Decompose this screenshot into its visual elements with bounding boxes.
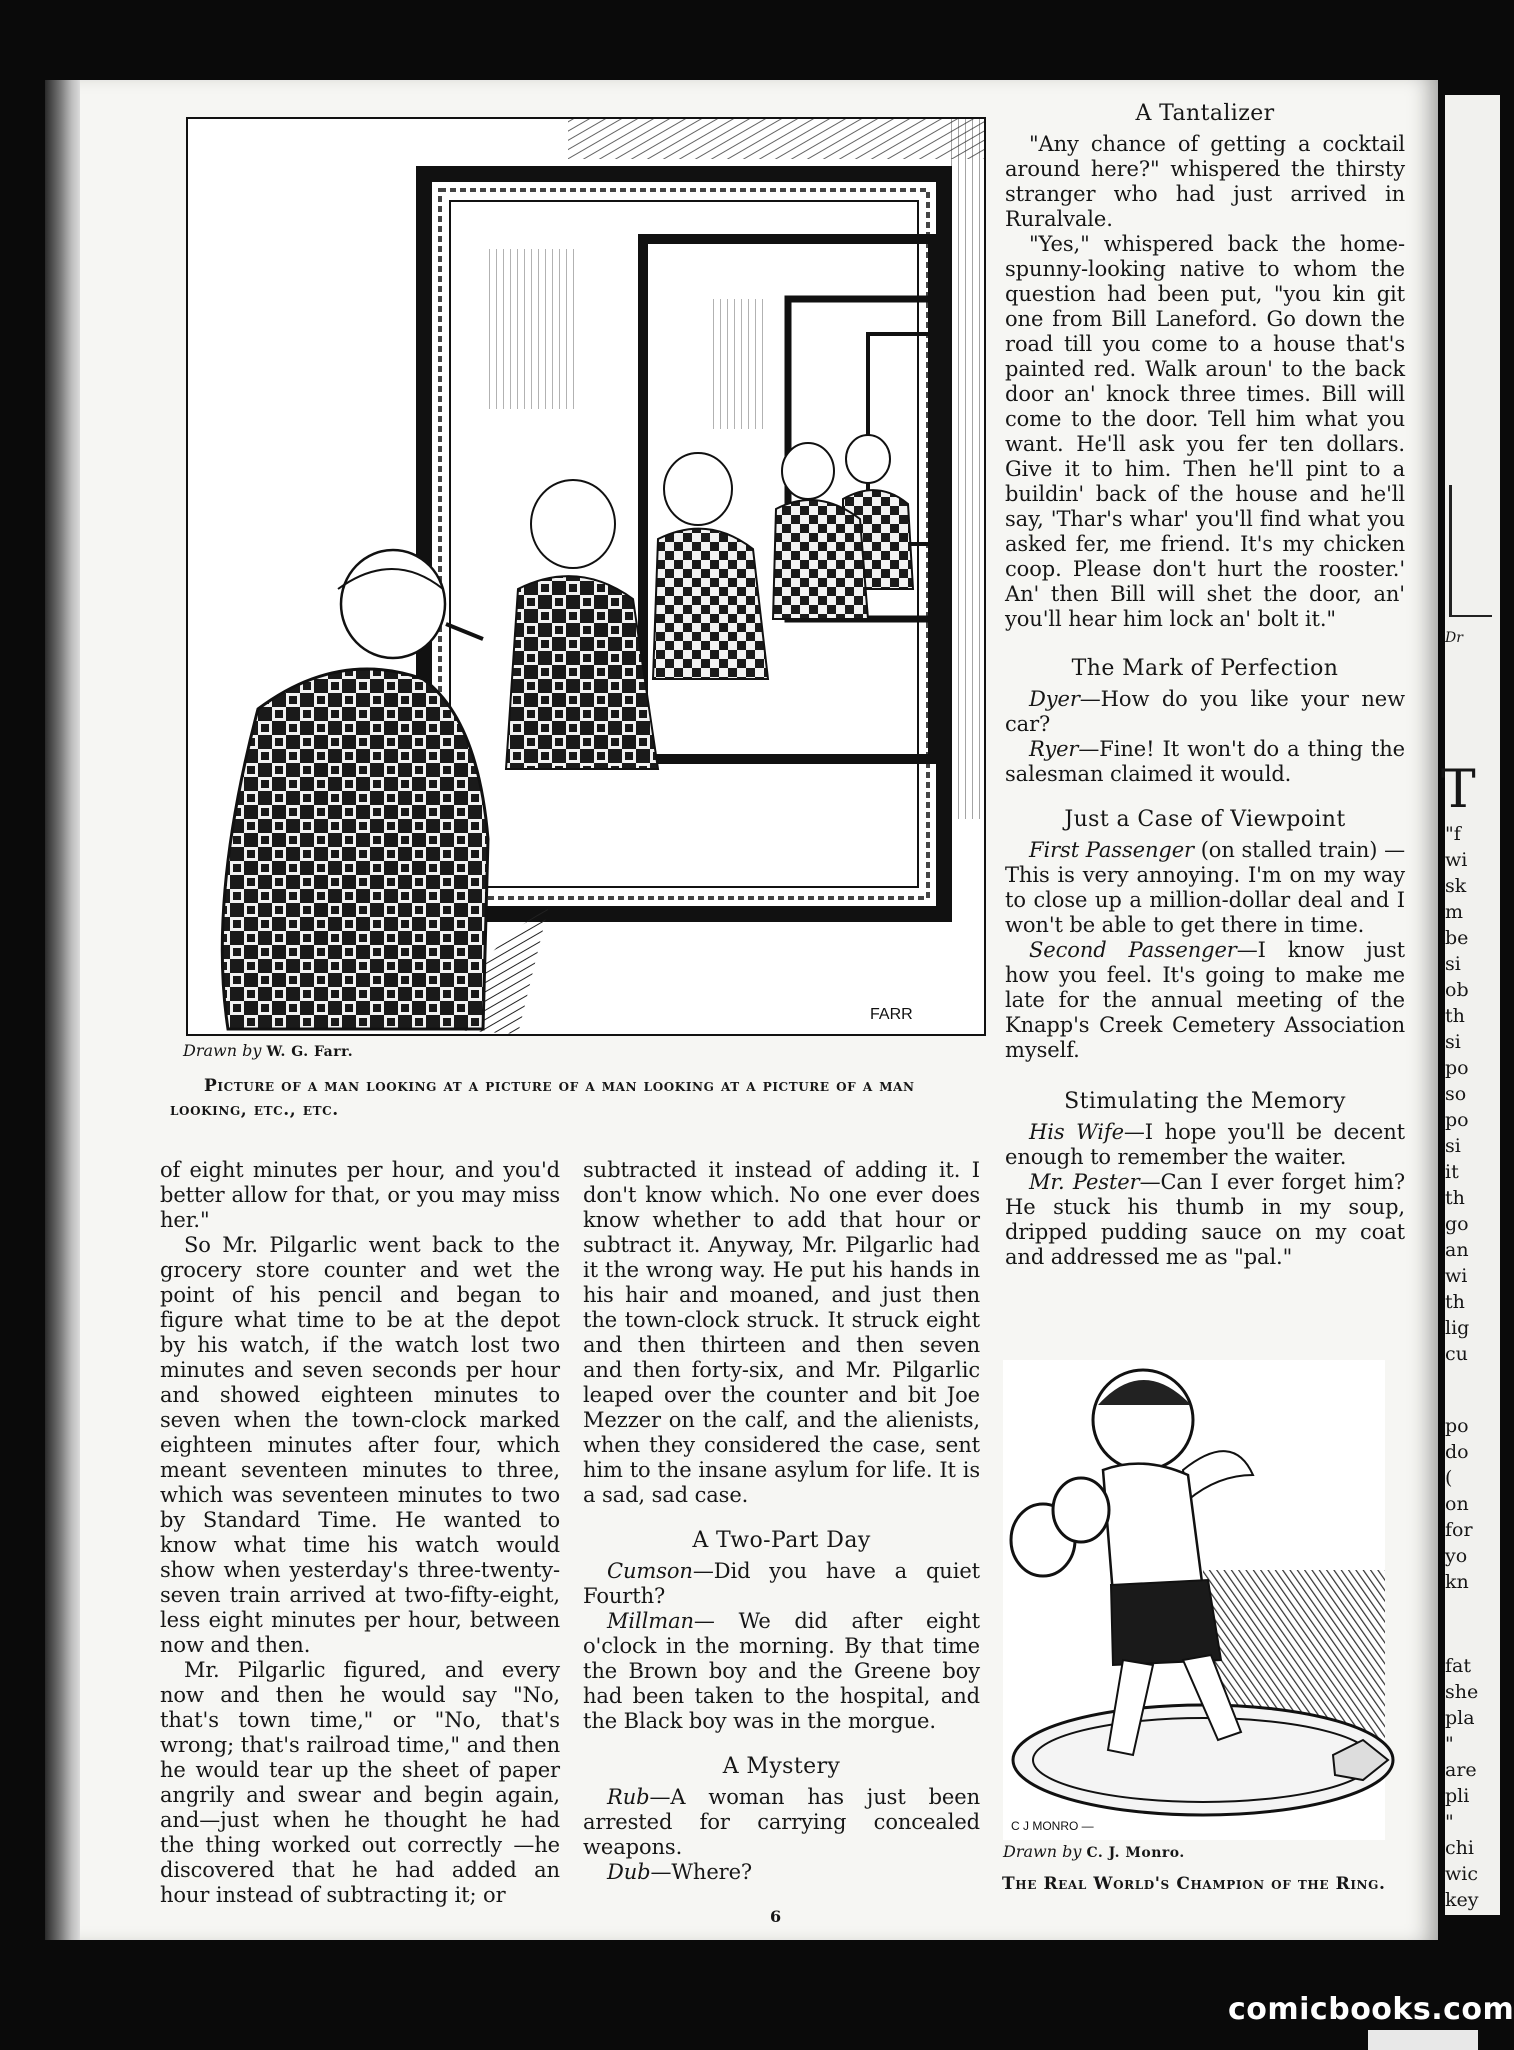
- facing-page-line-fragment: si: [1445, 953, 1461, 975]
- facing-page-line-fragment: ": [1445, 1811, 1454, 1833]
- facing-page-line-fragment: "f: [1445, 823, 1461, 845]
- facing-page-line-fragment: wi: [1445, 1265, 1468, 1287]
- speaker: Ryer: [1029, 737, 1079, 761]
- top-illustration-credit: [183, 1041, 353, 1060]
- facing-page-line-fragment: yo: [1445, 1545, 1468, 1567]
- speaker: First Passenger: [1029, 838, 1194, 862]
- facing-page-line-fragment: do: [1445, 1441, 1469, 1463]
- page-number: 6: [770, 1907, 782, 1926]
- facing-page-line-fragment: wic: [1445, 1863, 1478, 1885]
- speaker: Mr. Pester: [1029, 1170, 1140, 1194]
- facing-page-line-fragment: si: [1445, 1135, 1461, 1157]
- facing-page-fragment: [1441, 95, 1500, 1915]
- section-title-two-part-day: A Two-Part Day: [692, 1528, 871, 1553]
- facing-page-line-fragment: so: [1445, 1083, 1467, 1105]
- dialogue-line: —Fine! It won't do a thing the salesman claimed it would.: [1005, 737, 1405, 786]
- speaker: Cumson: [607, 1559, 693, 1583]
- facing-page-line-fragment: cu: [1445, 1343, 1468, 1365]
- facing-page-line-fragment: chi: [1445, 1837, 1474, 1859]
- farr-signature: FARR: [870, 1006, 913, 1023]
- cupid-illustration-credit: [1003, 1842, 1185, 1861]
- facing-page-line-fragment: are: [1445, 1759, 1477, 1781]
- binding-gutter: [45, 80, 83, 1940]
- credit-name: W. G. Farr.: [266, 1044, 354, 1060]
- paragraph: of eight minutes per hour, and you'd better allow for that, or you may miss her.": [160, 1158, 560, 1232]
- paragraph: So Mr. Pilgarlic went back to the grocery store counter and wet the point of his pencil and began to figure what time to be at the depot by his watch, if the watch lost two minutes and seven seconds per hour and showed eighteen minutes to seven when the town-clock marked eighteen minutes after four, which meant seventeen minutes to three, which was seventeen minutes to two by Standard Time. He wanted to know what time his watch would show when yesterday's three-twenty-seven train arrived at two-fifty-eight, less eight minutes per hour, between now and then.: [160, 1233, 560, 1657]
- dialogue-line: —Can I ever forget him? He stuck his thumb in my soup, dripped pudding sauce on my coat and addressed me as "pal.": [1005, 1170, 1405, 1269]
- dialogue-line: —I know just how you feel. It's going to make me late for the annual meeting of the Knapp's Creek Cemetery Association myself.: [1005, 938, 1405, 1062]
- credit-name: C. J. Monro.: [1086, 1845, 1185, 1861]
- facing-page-line-fragment: pla: [1445, 1707, 1475, 1729]
- section-title-viewpoint: Just a Case of Viewpoint: [1064, 807, 1346, 832]
- facing-page-line-fragment: fat: [1445, 1655, 1471, 1677]
- facing-page-line-fragment: lig: [1445, 1317, 1470, 1339]
- facing-page-line-fragment: go: [1445, 1213, 1469, 1235]
- facing-page-line-fragment: po: [1445, 1057, 1469, 1079]
- facing-page-line-fragment: an: [1445, 1239, 1469, 1261]
- facing-page-line-fragment: pli: [1445, 1785, 1470, 1807]
- facing-page-line-fragment: po: [1445, 1109, 1469, 1131]
- dialogue-line: — We did after eight o'clock in the morning. By that time the Brown boy and the Greene boy had been taken to the hospital, and the Black boy was in the morgue.: [583, 1609, 980, 1733]
- facing-page-line-fragment: m: [1445, 901, 1464, 923]
- facing-page-line-fragment: po: [1445, 1415, 1469, 1437]
- dialogue-line: —How do you like your new car?: [1005, 687, 1405, 736]
- cupid-illustration-caption: The Real World's Champion of the Ring.: [1002, 1874, 1386, 1894]
- credit-prefix: Drawn by: [1003, 1842, 1082, 1861]
- paragraph: "Any chance of getting a cocktail around here?" whispered the thirsty stranger who had just arrived in Ruralvale.: [1005, 132, 1405, 231]
- facing-page-initial: T: [1441, 760, 1476, 820]
- dialogue-line: —Where?: [650, 1860, 753, 1884]
- paragraph: Mr. Pilgarlic figured, and every now and then he would say "No, that's town time," or "No, that's wrong; that's railroad time," and then he would tear up the sheet of paper angrily and swear and begin again, and—just when he thought he had the thing worked out correctly —he discovered that he had added an hour instead of subtracting it; or: [160, 1658, 560, 1907]
- monro-signature: C J MONRO —: [1011, 1819, 1094, 1833]
- facing-page-line-fragment: ob: [1445, 979, 1469, 1001]
- speaker: His Wife: [1029, 1120, 1124, 1144]
- section-title-mystery: A Mystery: [722, 1754, 841, 1779]
- dialogue-line: —This is very annoying. I'm on my way to close up a million-dollar deal and I won't be able to get there in time.: [1005, 838, 1405, 937]
- dialogue-line: —I hope you'll be decent enough to remember the waiter.: [1005, 1120, 1405, 1169]
- speaker: Dub: [607, 1860, 651, 1884]
- facing-page-figure: [1449, 485, 1492, 617]
- corner-label: [1368, 2030, 1478, 2050]
- top-illustration-caption: Picture of a man looking at a picture of a man looking at a picture of a man looking, etc., etc.: [170, 1076, 915, 1120]
- facing-page-line-fragment: ": [1445, 1733, 1454, 1755]
- speaker: Second Passenger: [1029, 938, 1237, 962]
- facing-page-line-fragment: si: [1445, 1031, 1461, 1053]
- facing-page-line-fragment: be: [1445, 927, 1469, 949]
- paragraph: "Yes," whispered back the home-spunny-looking native to whom the question had been put, "you kin git one from Bill Laneford. Go down the road till you come to a house that's painted red. Walk aroun' to the back door an' knock three times. Bill will come to the door. Tell him what you want. He'll ask you fer ten dollars. Give it to him. Then he'll pint to a buildin' back of the house and he'll say, 'Thar's whar' you'll find what you asked fer, me friend. It's my chicken coop. Please don't hurt the rooster.' An' then Bill will shet the door, an' you'll hear him lock an' bolt it.": [1005, 232, 1405, 631]
- facing-page-line-fragment: th: [1445, 1291, 1465, 1313]
- facing-page-line-fragment: th: [1445, 1005, 1465, 1027]
- section-title-perfection: The Mark of Perfection: [1071, 656, 1339, 681]
- section-title-tantalizer: A Tantalizer: [1135, 101, 1275, 126]
- facing-page-line-fragment: th: [1445, 1187, 1465, 1209]
- stage-direction: (on stalled train): [1193, 838, 1385, 862]
- credit-prefix: Drawn by: [183, 1041, 262, 1060]
- dialogue-line: —Did you have a quiet Fourth?: [583, 1559, 980, 1608]
- facing-page-line-fragment: (: [1445, 1467, 1453, 1489]
- middle-column: [583, 1158, 980, 1885]
- paragraph: subtracted it instead of adding it. I don't know which. No one ever does know whether to add that hour or subtract it. Anyway, Mr. Pilgarlic had it the wrong way. He put his hands in his hair and moaned, and just then the town-clock struck. It struck eight and then thirteen and then seven and then forty-six, and Mr. Pilgarlic leaped over the counter and bit Joe Mezzer on the calf, and the alienists, when they considered the case, sent him to the insane asylum for life. It is a sad, sad case.: [583, 1158, 980, 1507]
- facing-page-line-fragment: sk: [1445, 875, 1467, 897]
- right-column: [1005, 101, 1405, 1270]
- dialogue-line: —A woman has just been arrested for carrying concealed weapons.: [583, 1785, 980, 1859]
- watermark: comicbooks.com: [1228, 1992, 1514, 2027]
- section-title-memory: Stimulating the Memory: [1064, 1089, 1346, 1114]
- speaker: Millman: [607, 1609, 694, 1633]
- speaker: Dyer: [1029, 687, 1080, 711]
- facing-page-line-fragment: it: [1445, 1161, 1459, 1183]
- facing-page-line-fragment: she: [1445, 1681, 1479, 1703]
- facing-page-line-fragment: on: [1445, 1493, 1469, 1515]
- facing-page-line-fragment: kn: [1445, 1571, 1469, 1593]
- cupid-boxer-illustration: [1003, 1360, 1385, 1840]
- facing-page-line-fragment: for: [1445, 1519, 1473, 1541]
- speaker: Rub: [607, 1785, 650, 1809]
- facing-page-line-fragment: wi: [1445, 849, 1468, 871]
- facing-page-line-fragment: key: [1445, 1889, 1479, 1911]
- mirror-cartoon-illustration: [186, 117, 986, 1036]
- left-column: [160, 1158, 560, 1908]
- facing-page-credit: Dr: [1445, 630, 1463, 646]
